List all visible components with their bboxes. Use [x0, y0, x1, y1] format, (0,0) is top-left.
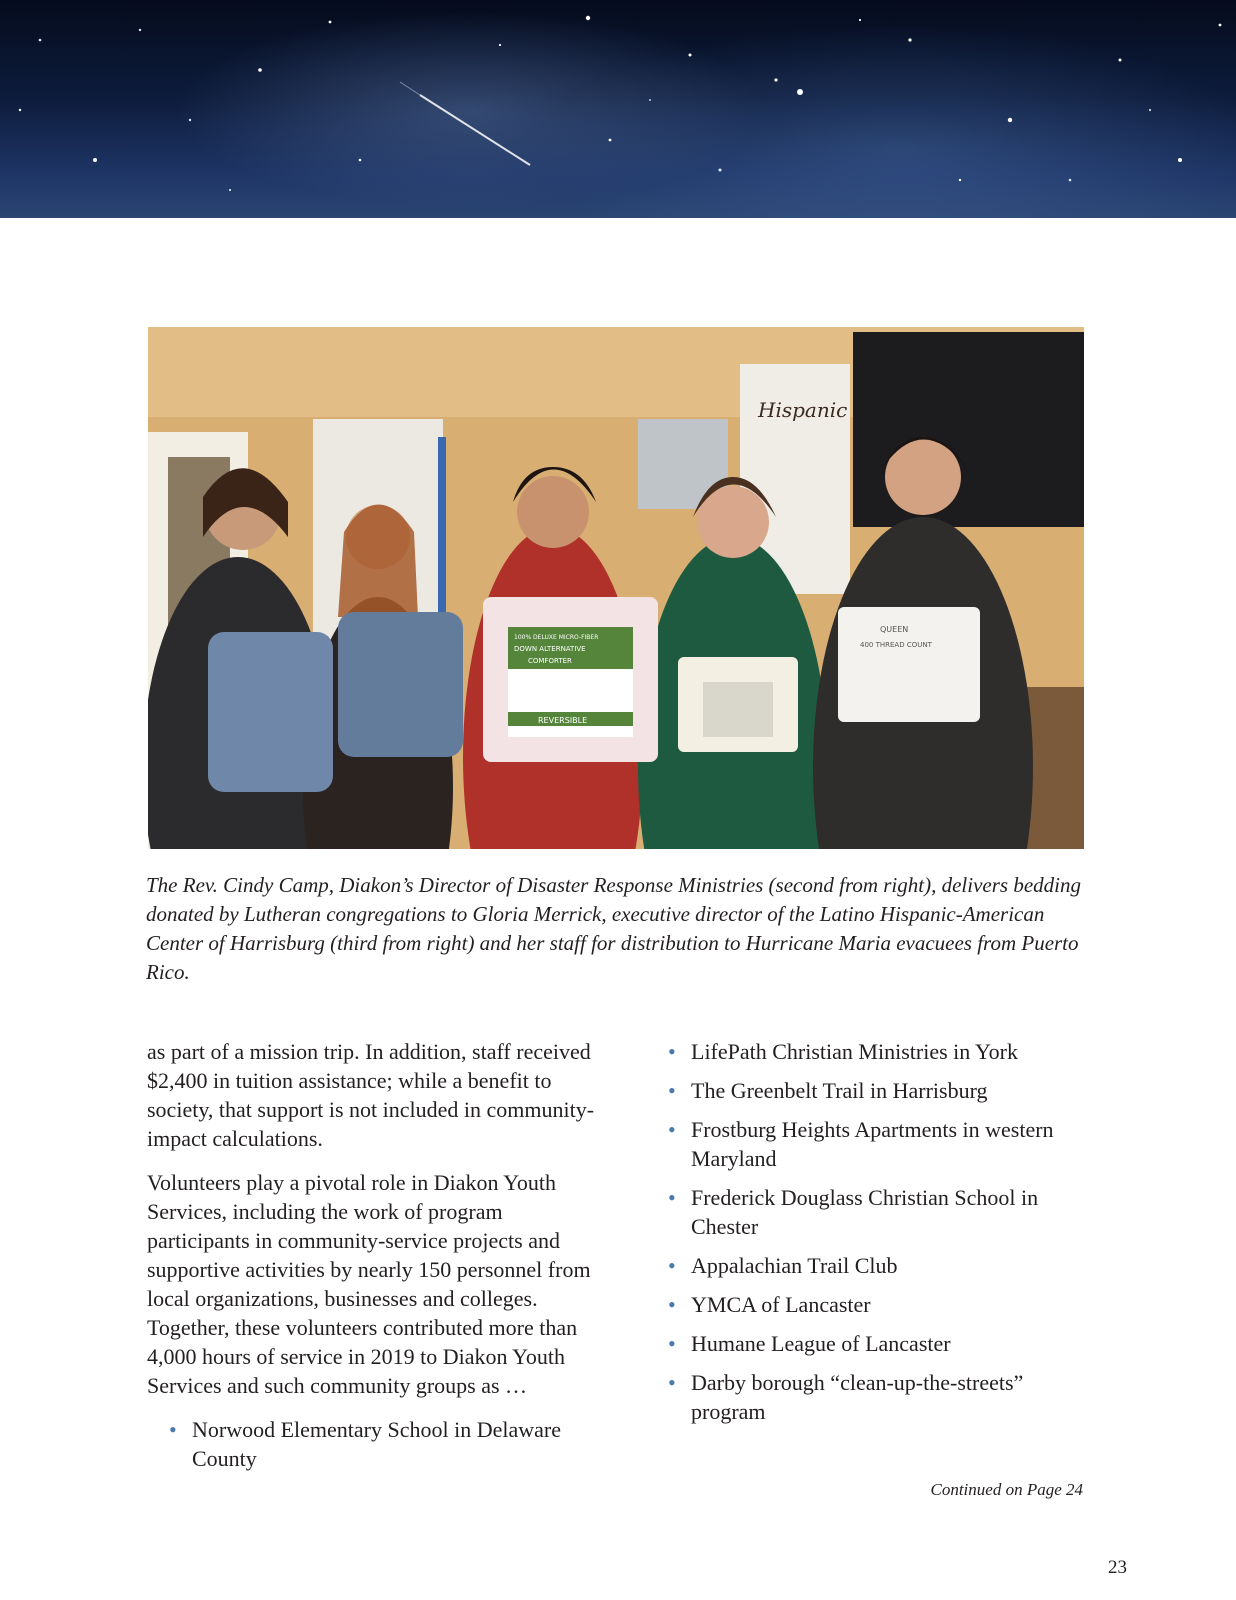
list-item [663, 1329, 1093, 1358]
list-item-text: The Greenbelt Trail in Harrisburg [691, 1078, 988, 1103]
page-number: 23 [1108, 1557, 1127, 1578]
bullet-icon: • [668, 1039, 676, 1064]
list-item-text: Frederick Douglass Christian School in Chester [691, 1185, 1039, 1239]
list-item [663, 1368, 1093, 1426]
list-item [663, 1290, 1093, 1319]
list-item-text: YMCA of Lancaster [691, 1292, 871, 1317]
bullet-icon: • [668, 1253, 676, 1278]
list-item-text: Darby borough “clean-up-the-streets” program [691, 1370, 1024, 1424]
bullet-icon: • [668, 1292, 676, 1317]
bullet-list [164, 1415, 602, 1473]
body-paragraph: Volunteers play a pivotal role in Diakon Youth Services, including the work of program participants in community-service projects and supportive activities by nearly 150 personnel from local organizations, businesses and colleges. Together, these volunteers contributed more than 4,000 hours of service in 2019 to Diakon Youth Services and such community groups as … [147, 1170, 591, 1398]
right-column [663, 1037, 1093, 1436]
group-photo-icon [148, 327, 1084, 849]
list-item [663, 1037, 1093, 1066]
bullet-icon: • [668, 1117, 676, 1142]
list-item [663, 1251, 1093, 1280]
bullet-icon: • [668, 1331, 676, 1356]
photo-caption: The Rev. Cindy Camp, Diakon’s Director of Disaster Response Ministries (second from right), delivers bedding donated by Lutheran congregations to Gloria Merrick, executive director of the Latino Hispanic-American Center of Harrisburg (third from right) and her staff for distribution to Hurricane Maria evacuees from Puerto Rico. [146, 873, 1081, 984]
sheet-label-1: QUEEN [880, 625, 909, 634]
sheet-label-2: 400 THREAD COUNT [860, 641, 932, 649]
left-column [147, 1037, 602, 1483]
group-photo [148, 327, 1084, 849]
comforter-label-1: 100% DELUXE MICRO-FIBER [514, 634, 599, 641]
list-item-text: Appalachian Trail Club [691, 1253, 898, 1278]
comforter-label-3: COMFORTER [528, 657, 572, 665]
bullet-icon: • [169, 1417, 177, 1442]
star-field-icon [0, 0, 1236, 218]
body-paragraph: as part of a mission trip. In addition, staff received $2,400 in tuition assistance; while a benefit to society, that support is not included in community-impact calculations. [147, 1039, 595, 1151]
list-item [164, 1415, 602, 1473]
list-item-text: Humane League of Lancaster [691, 1331, 951, 1356]
sign-text: Hispanic [758, 398, 848, 422]
list-item-text: Frostburg Heights Apartments in western Maryland [691, 1117, 1054, 1171]
continued-note: Continued on Page 24 [930, 1480, 1083, 1499]
bullet-list [663, 1037, 1093, 1426]
comforter-label-2: DOWN ALTERNATIVE [514, 645, 586, 653]
comforter-label-4: REVERSIBLE [538, 716, 588, 725]
bullet-icon: • [668, 1370, 676, 1395]
list-item-text: Norwood Elementary School in Delaware County [192, 1417, 561, 1471]
list-item [663, 1076, 1093, 1105]
list-item-text: LifePath Christian Ministries in York [691, 1039, 1018, 1064]
list-item [663, 1183, 1093, 1241]
bullet-icon: • [668, 1078, 676, 1103]
bullet-icon: • [668, 1185, 676, 1210]
starry-sky-banner [0, 0, 1236, 218]
list-item [663, 1115, 1093, 1173]
